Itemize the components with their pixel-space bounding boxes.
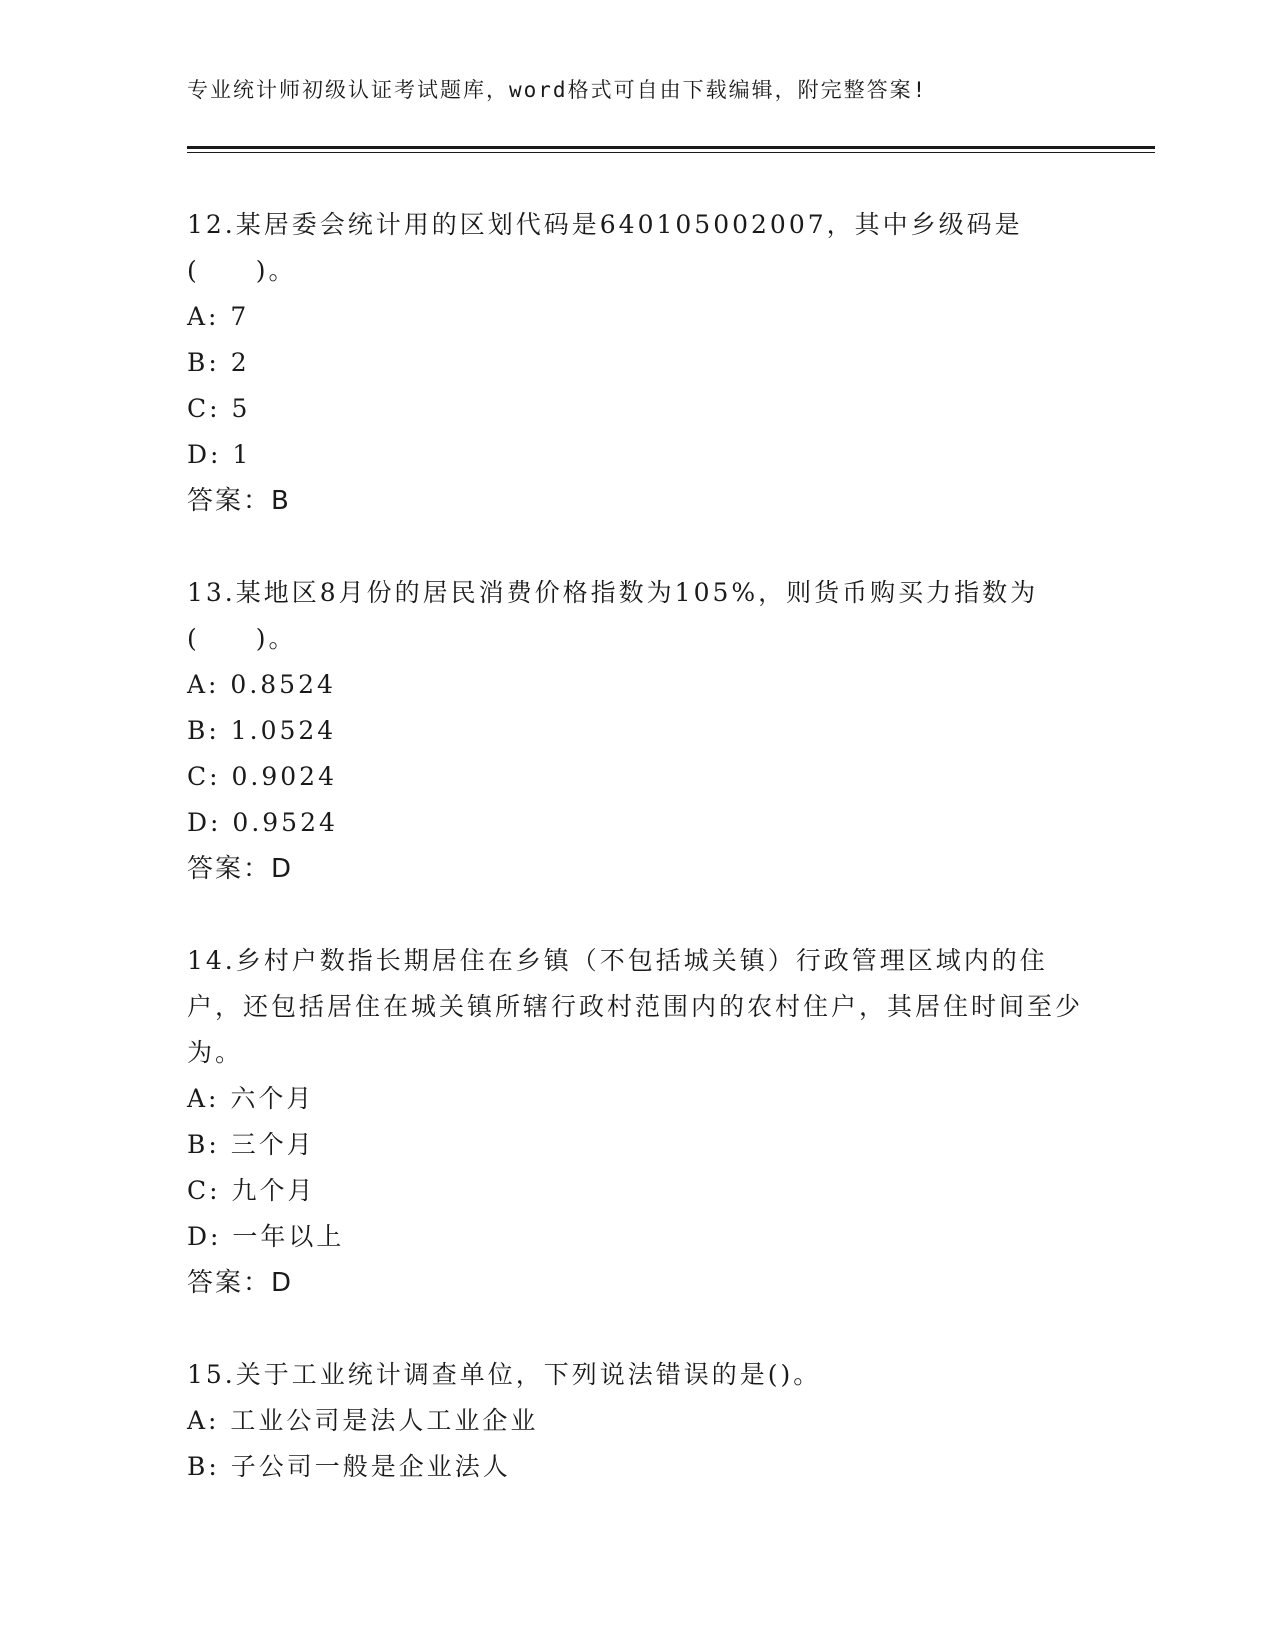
option-d: D: 1 [187,440,252,469]
option-c: C: 0.9024 [187,762,337,791]
question-13 [187,570,1087,892]
option-b: B: 1.0524 [187,716,337,745]
answer: 答案：D [187,1268,294,1298]
option-b: B: 2 [187,348,250,377]
option-b: B: 三个月 [187,1130,315,1159]
question-text: 12.某居委会统计用的区划代码是640105002007，其中乡级码是( )。 [187,210,1023,285]
header-rule-thin [187,152,1155,153]
question-text: 13.某地区8月份的居民消费价格指数为105%，则货币购买力指数为( )。 [187,578,1039,653]
option-d: D: 0.9524 [187,808,338,837]
option-d: D: 一年以上 [187,1222,345,1251]
question-text: 15.关于工业统计调查单位，下列说法错误的是()。 [187,1360,822,1389]
option-a: A: 0.8524 [187,670,336,699]
page-header: 专业统计师初级认证考试题库，word格式可自由下载编辑，附完整答案! [187,78,928,102]
header-rule-thick [187,146,1155,149]
option-a: A: 工业公司是法人工业企业 [187,1406,539,1435]
option-c: C: 九个月 [187,1176,316,1205]
option-a: A: 六个月 [187,1084,315,1113]
question-15 [187,1352,1087,1490]
answer: 答案：B [187,486,291,516]
option-c: C: 5 [187,394,251,423]
question-14 [187,938,1087,1306]
option-a: A: 7 [187,302,250,331]
question-text: 14.乡村户数指长期居住在乡镇（不包括城关镇）行政管理区域内的住户，还包括居住在城关镇所辖行政村范围内的农村住户，其居住时间至少为。 [187,946,1084,1067]
question-12 [187,202,1087,524]
answer: 答案：D [187,854,294,884]
question-list [187,202,1087,1536]
option-b: B: 子公司一般是企业法人 [187,1452,511,1481]
